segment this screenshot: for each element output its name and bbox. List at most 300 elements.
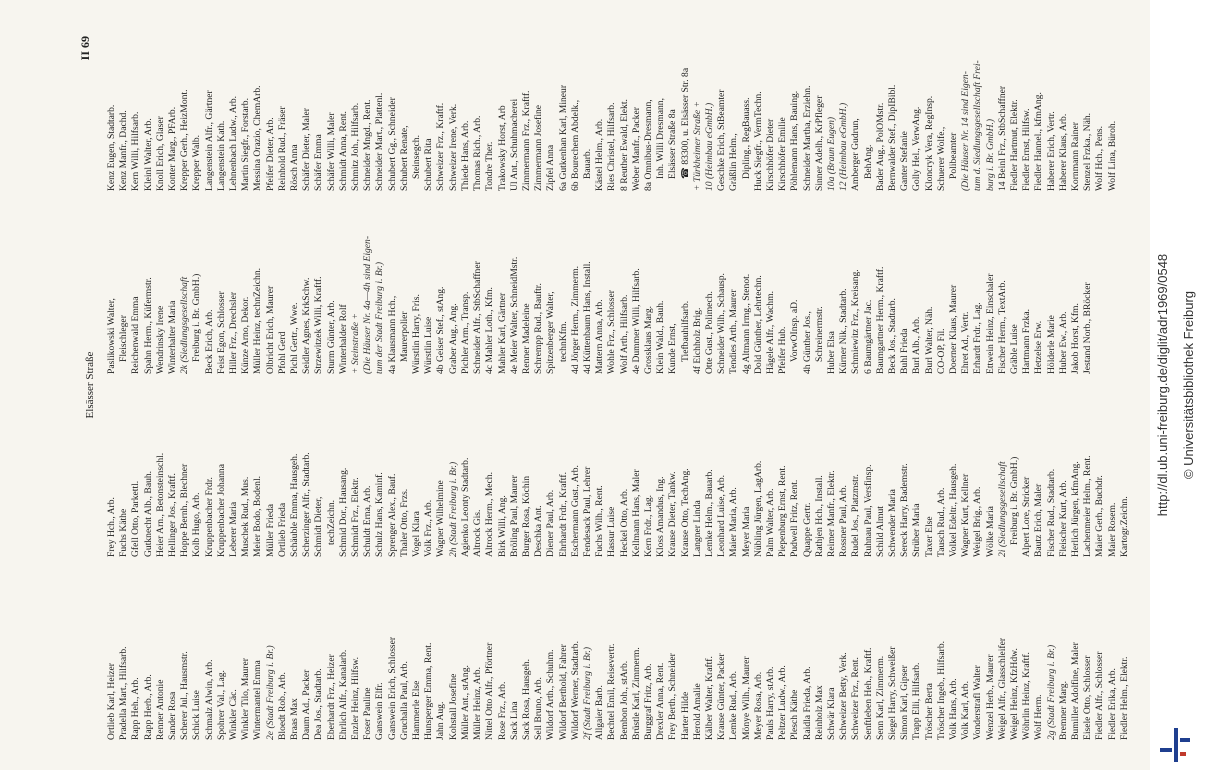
directory-entry: Gruchalla Paul, Arb. bbox=[398, 661, 410, 740]
directory-entry: Knoll Erich, Glaser bbox=[154, 116, 166, 191]
directory-entry: Ortlieb Frieda bbox=[276, 502, 288, 557]
directory-entry: Schäfer Willi, Maler bbox=[325, 112, 337, 191]
directory-entry: Wöhrlin Heinz, Kraftf. bbox=[1021, 652, 1033, 740]
library-logo-icon bbox=[1160, 728, 1190, 762]
directory-entry: Fleischer Kurt, Arb. bbox=[1057, 480, 1069, 557]
directory-entry: Paslikowski Walter, bbox=[106, 298, 117, 374]
directory-entry: Leonhard Luise, Arb. bbox=[716, 474, 728, 557]
directory-entry: Palm Walter, Arb. bbox=[764, 488, 776, 557]
directory-entry: Thomas Rich., Arb. bbox=[472, 115, 484, 191]
section-heading: 2h (Stadt Freiburg i. Br.) bbox=[447, 461, 459, 557]
directory-entry: Eisele Otto, Schlosser bbox=[1082, 655, 1094, 740]
directory-entry: Frey Hch., Arb. bbox=[106, 497, 117, 557]
directory-entry: Spahn Herm., Küfermstr. bbox=[142, 277, 154, 374]
directory-entry: Langenstein Alfr., Gärtner bbox=[203, 90, 215, 191]
street-heading: Elsässer Straße bbox=[84, 351, 96, 419]
directory-entry: Wolf Hch., Pens. bbox=[1094, 125, 1106, 191]
directory-entry: Fiedler Helm., Elektr. bbox=[1118, 656, 1130, 740]
directory-entry: Reinholz Max bbox=[813, 685, 825, 740]
directory-entry: Beck Jos., Stadtarb. bbox=[887, 298, 898, 374]
directory-entry: Drexler Anna, Rent. bbox=[655, 662, 667, 740]
directory-entry: Rapp Herb., Arb. bbox=[142, 674, 154, 740]
directory-entry: Schubert Rita bbox=[423, 138, 435, 191]
directory-entry: Schmalz Alwin, Arb. bbox=[203, 659, 215, 740]
directory-entry: BehAng. bbox=[862, 144, 874, 179]
directory-entry: Renner Antonie bbox=[154, 679, 166, 740]
directory-entry: Sinner Adelh., KrPfleger bbox=[813, 95, 825, 191]
directory-entry: Kirschhöfer Emilie bbox=[777, 117, 789, 191]
directory-entry: Alpert Lore, Stricker bbox=[1021, 476, 1033, 557]
directory-entry: Krause Otto, TechAng. bbox=[679, 468, 691, 557]
directory-entry: Martin Siegfr., Forstarb. bbox=[240, 98, 252, 191]
directory-entry: Schmitz Joh., Hilfsarb. bbox=[350, 102, 362, 191]
page-number: II 69 bbox=[78, 36, 92, 61]
section-heading: 2e (Stadt Freiburg i. Br.) bbox=[264, 645, 276, 740]
directory-entry: Müller Ant., stAng. bbox=[459, 665, 471, 740]
directory-entry: Otte Gust., Polimech. bbox=[703, 291, 715, 374]
directory-entry: 4g Altmann Irmg., Stenot. bbox=[740, 273, 752, 374]
directory-entry: Geschke Erich, StBeamter bbox=[716, 89, 728, 191]
directory-entry: Weigel Alfr., Glasschleifer bbox=[996, 637, 1008, 740]
directory-entry: Herlich Jürgen, kfmAng. bbox=[1070, 461, 1082, 557]
directory-entry: Volk Frz., Arb. bbox=[423, 499, 435, 557]
directory-entry: Schneider Mart., Plattenl. bbox=[374, 92, 386, 191]
directory-entry: Schild Almut bbox=[874, 506, 886, 557]
directory-entry: Fuchs Käthe bbox=[118, 508, 130, 557]
directory-entry: Baumgartner Herm., Kraftf. bbox=[874, 266, 886, 374]
directory-entry: Kellmann Hans, Maler bbox=[630, 469, 642, 557]
directory-entry: Doerner Klaus, Maurer bbox=[948, 284, 960, 374]
directory-entry: Wolf Lina, Büroh. bbox=[1106, 120, 1118, 191]
directory-entry: Wolf Herm. bbox=[1033, 694, 1045, 740]
directory-entry: Wagner Wilhelmine bbox=[435, 480, 447, 557]
directory-entry: Tondre Ther. bbox=[484, 141, 496, 191]
section-heading: (Die Häuser Nr. 4a—4h sind Eigen- bbox=[362, 235, 374, 374]
directory-entry: Amberger Gudrun, bbox=[850, 118, 862, 191]
directory-entry: Mahler Karl, Gärtner bbox=[496, 292, 508, 374]
directory-entry: Würstlin Harry, Fris. bbox=[411, 294, 423, 374]
directory-entry: Schäfer Dieter, Maler bbox=[301, 108, 313, 191]
directory-entry: Kirschhöfer Dieter bbox=[764, 118, 776, 191]
directory-entry: Heier Arn., Betonsteinschl. bbox=[154, 452, 166, 557]
directory-entry: Krause Günter, Packer bbox=[716, 653, 728, 740]
directory-entry: Ganter Stefanie bbox=[899, 131, 911, 191]
directory-entry: Schäuble Emma, Hausgeh. bbox=[289, 453, 301, 557]
directory-entry: Kornmann Rainer bbox=[1070, 121, 1082, 191]
directory-entry: Wohle Frz., Schlosser bbox=[606, 290, 618, 374]
directory-entry: Fiedler Hartmut, Elektr. bbox=[1009, 99, 1021, 191]
section-heading: 2k (Siedlungsgesellschaft bbox=[179, 276, 191, 374]
directory-entry: Peltzer Ludw., Arb. bbox=[777, 665, 789, 740]
directory-entry: Schweizer Irene, Verk. bbox=[447, 103, 459, 191]
directory-entry: Maier Rosem. bbox=[1106, 502, 1118, 557]
directory-entry: Herold Amalie bbox=[691, 683, 703, 740]
directory-entry: Müller Heinz, technZeichn. bbox=[252, 267, 264, 374]
directory-entry: Birk Willi, Ang. bbox=[496, 495, 508, 557]
directory-entry: Bremner Marg. bbox=[1057, 681, 1069, 740]
directory-entry: Meyer Rosa, Arb. bbox=[752, 671, 764, 740]
directory-entry: Fischer Herm., TextArb. bbox=[996, 280, 1008, 374]
section-heading: burg i. Br. GmbH.) bbox=[984, 118, 996, 191]
directory-entry: Senn Karl, Zimmerm. bbox=[874, 655, 886, 740]
directory-entry: technKfm. bbox=[557, 321, 569, 362]
directory-entry: Schneider Wilh., Schausp. bbox=[716, 273, 728, 374]
directory-entry: Schmid Dor., Hausang. bbox=[337, 467, 349, 557]
directory-entry: Stenzel Frzka., Näh. bbox=[1082, 112, 1094, 191]
directory-entry: Eberhardt Frz., Heizer bbox=[325, 654, 337, 740]
directory-entry: Fiedler Ernst, Hilfsw. bbox=[1021, 108, 1033, 191]
directory-entry: Deschka Ant. bbox=[533, 505, 545, 557]
directory-entry: Burger Rosa, Köchin bbox=[520, 475, 532, 557]
directory-entry: 8a Omnibus-Dresmann, bbox=[642, 99, 654, 191]
directory-entry: Hägele Alfr., Wachm. bbox=[764, 291, 776, 374]
directory-entry: Bloedt Rob., Arb. bbox=[276, 672, 288, 740]
directory-entry: Hoppe Bernh., Blechner bbox=[179, 463, 191, 557]
directory-entry: CO-OP, Fil. bbox=[935, 328, 947, 374]
directory-entry: Scherzinger Alfr., Stadtarb. bbox=[301, 452, 313, 557]
directory-entry: Zimmermann Frz., Kraftf. bbox=[520, 90, 532, 191]
directory-entry: Reimer Manfr., Elektr. bbox=[825, 470, 837, 557]
directory-entry: Bautz Erich, Maler bbox=[1033, 483, 1045, 557]
directory-entry: Müller Frieda bbox=[264, 503, 276, 557]
directory-entry: Tröscher Berta bbox=[923, 683, 935, 740]
directory-entry: Hiller Frz., Drechsler bbox=[228, 291, 240, 374]
directory-entry: Ries Christel, Hilfsarb. bbox=[606, 102, 618, 191]
directory-entry: Golly Hel., VerwAng. bbox=[911, 106, 923, 191]
directory-entry: Bechtel Emil, Reisevertr. bbox=[606, 643, 618, 740]
directory-entry: Kruppenbacher Frdr. bbox=[203, 477, 215, 557]
section-heading: 2f (Stadt Freiburg i. Br.) bbox=[581, 646, 593, 740]
directory-entry: Rösch Anna bbox=[289, 144, 301, 191]
directory-entry: Feist Egon, Schlosser bbox=[215, 291, 227, 374]
directory-entry: Eschermann Gust., Arb. bbox=[569, 465, 581, 557]
directory-entry: Tausch Rud., Arb. bbox=[935, 487, 947, 557]
directory-entry: Lemke Helm., Bauarb. bbox=[703, 469, 715, 557]
directory-entry: Gräble Luise bbox=[1009, 324, 1021, 374]
directory-entry: 4a Klausmann Hch., bbox=[386, 295, 398, 374]
directory-entry: Ruhnau Paul, Versfinsp. bbox=[862, 464, 874, 557]
directory-entry: Schneider Mngd., Rent. bbox=[362, 99, 374, 191]
directory-entry: Scherer Jul., Hausmstr. bbox=[179, 651, 191, 740]
directory-entry: Tendies Arth., Maurer bbox=[728, 289, 740, 374]
directory-entry: 4d Jörger Herm., Zimmerm. bbox=[569, 266, 581, 374]
directory-entry: Ettwein Heinz, Einschaler bbox=[984, 273, 996, 374]
directory-entry: Grossklaus Marg. bbox=[642, 305, 654, 374]
directory-entry: Fiedler Erika, Arb. bbox=[1106, 668, 1118, 740]
directory-entry: Sell Bruno, Arb. bbox=[533, 677, 545, 740]
section-heading: + Steinstraße + bbox=[350, 313, 362, 374]
directory-entry: 4d Küttenbaum Hans, Install. bbox=[581, 261, 593, 374]
directory-entry: Pöhlemann Hans, Bauing. bbox=[789, 90, 801, 191]
directory-entry: Pauls Harry, stArb. bbox=[764, 666, 776, 740]
directory-entry: Gräßlin Helm., bbox=[728, 133, 740, 191]
directory-entry: Winterhalter Maria bbox=[167, 300, 179, 374]
directory-entry: 4b Geiser Stef., stAng. bbox=[435, 286, 447, 374]
directory-entry: Gutknecht Alb., Bauh. bbox=[142, 470, 154, 557]
directory-entry: Wenzel Herb., Maurer bbox=[984, 654, 996, 740]
directory-entry: Ehret Ad., Vertr. bbox=[960, 311, 972, 374]
directory-entry: Ortlieb Karl, Heizer bbox=[106, 663, 117, 740]
directory-entry: Wendrinsky Irene bbox=[154, 305, 166, 374]
directory-entry: Burggraf Fritz, Arb. bbox=[642, 663, 654, 740]
directory-entry: Burl Walter, Näh. bbox=[923, 306, 935, 374]
directory-entry: Würstlin Luise bbox=[423, 316, 435, 374]
directory-entry: Frey Berth., Schneider bbox=[667, 653, 679, 740]
directory-entry: Beck Erich, Arb. bbox=[203, 309, 215, 374]
source-url-link[interactable]: http://dl.ub.uni-freiburg.de/diglit/adr1969/0548 bbox=[1155, 253, 1170, 517]
directory-entry: Winkler Tilo, Maurer bbox=[240, 658, 252, 740]
directory-entry: Ganswein Erich, Schlosser bbox=[386, 636, 398, 740]
directory-entry: Schmidt Dieter, bbox=[313, 496, 325, 557]
directory-entry: Schick Luise bbox=[191, 690, 203, 740]
directory-entry: Strüber Maria bbox=[911, 503, 923, 557]
section-heading: 2g (Stadt Freiburg i. Br.) bbox=[1045, 644, 1057, 740]
directory-entry: Braas Max bbox=[289, 698, 301, 740]
directory-entry: Haberer Erich, Vertr. bbox=[1045, 111, 1057, 191]
directory-entry: Volk Karl, Arb. bbox=[960, 681, 972, 740]
directory-entry: Erhardt Frdr., Lag. bbox=[972, 302, 984, 374]
directory-entry: Mattern Anna, Arb. bbox=[594, 299, 606, 374]
directory-entry: Dold Günther, Lehrtechn. bbox=[752, 275, 764, 374]
directory-entry: Piepenburg Ernst, Rent. bbox=[777, 465, 789, 557]
directory-entry: ☎ 83300, u. Elsässer Str. 8a bbox=[679, 67, 691, 179]
directory-entry: Thiede Hans, Arb. bbox=[459, 120, 471, 191]
directory-entry: Meier Bodo, Bodenl. bbox=[252, 475, 264, 557]
directory-entry: Sander Rosa bbox=[167, 691, 179, 740]
directory-entry: Reinhold Rud., Fräser bbox=[276, 106, 288, 191]
directory-entry: Schreinermstr. bbox=[813, 306, 825, 362]
directory-entry: Kenz Eugen, Stadtarb. bbox=[106, 104, 117, 191]
directory-entry: Lehnenbach Ludw., Arb. bbox=[228, 95, 240, 191]
directory-entry: Harter Hilde bbox=[679, 691, 691, 740]
directory-entry: Olbricht Erich, Maurer bbox=[264, 285, 276, 374]
section-heading: 12 (Heimbau eGmbH.) bbox=[838, 102, 850, 191]
directory-entry: Wintermantel Emma bbox=[252, 660, 264, 740]
directory-entry: Hunsperger Emma, Rent. bbox=[423, 642, 435, 740]
directory-entry: Langner Linda bbox=[691, 500, 703, 557]
directory-entry: Sereck Harry, Bademstr. bbox=[899, 463, 911, 557]
directory-entry: Sack Lina bbox=[508, 701, 520, 740]
directory-entry: Fuchs Wilh., Rent. bbox=[594, 485, 606, 557]
section-heading: 10a (Braun Eugen) bbox=[825, 116, 837, 191]
directory-entry: Foser Pauline bbox=[362, 687, 374, 740]
directory-entry: Nübling Jürgen, LagArb. bbox=[752, 460, 764, 557]
directory-entry: Pradella Mart., Hilfsarb. bbox=[118, 646, 130, 740]
directory-entry: Altrock Gis. bbox=[472, 509, 484, 557]
directory-entry: Kohstall Josefine bbox=[447, 673, 459, 740]
directory-entry: Quappe Gertr. bbox=[801, 502, 813, 557]
directory-entry: Taxer Else bbox=[923, 516, 935, 557]
directory-entry: Vogel Klara bbox=[411, 511, 423, 557]
directory-entry: Bröling Paul, Maurer bbox=[508, 475, 520, 557]
directory-entry: Lachenmeier Helm., Rent. bbox=[1082, 455, 1094, 557]
directory-entry: Wagner Kurt, Kellner bbox=[960, 473, 972, 557]
section-heading: 10 (Heimbau eGmbH.) bbox=[703, 102, 715, 191]
directory-entry: 14 Beinl Frz., StbSchaffner bbox=[996, 85, 1008, 191]
section-heading: 2i (Siedlungsgesellschaft bbox=[996, 461, 1008, 557]
directory-entry: Bernwalder Stef., DipIBibl. bbox=[887, 84, 898, 191]
directory-entry: Seidler Agnes, KrkSchw. bbox=[301, 277, 313, 374]
directory-entry: Burl Alb., Arb. bbox=[911, 316, 923, 374]
directory-entry: 4e Meier Walter, SchneidMstr. bbox=[508, 256, 520, 374]
directory-entry: Inh. Willi Dresmann, bbox=[655, 98, 667, 179]
directory-entry: Brüstle Karl, Zimmerm. bbox=[630, 647, 642, 740]
directory-entry: Bader Aug., PolOMstr. bbox=[874, 102, 886, 191]
directory-entry: Wolf Arth., Hilfsarb. bbox=[618, 294, 630, 374]
directory-entry: 6b Bourechem Abdelk., bbox=[569, 99, 581, 191]
directory-entry: Fischer Rud., Stadtarb. bbox=[1045, 468, 1057, 557]
section-heading: tum der Stadt Freiburg i. Br.) bbox=[374, 261, 386, 374]
directory-entry: Thaler Otto, Frzs. bbox=[398, 488, 410, 557]
directory-entry: Schrempp Rud., Bauftr. bbox=[533, 283, 545, 374]
directory-entry: Spitzenberger Walter, bbox=[545, 291, 557, 374]
directory-entry: Renner Madeleine bbox=[520, 303, 532, 374]
directory-entry: Senftleben Heh., Kraftf. bbox=[862, 647, 874, 740]
directory-entry: Wölke Maria bbox=[984, 506, 996, 557]
directory-entry: Daum Ad., Packer bbox=[301, 669, 313, 740]
directory-entry: Rathjen Hch., Install. bbox=[813, 475, 825, 557]
directory-entry: Pfohl Gerd bbox=[276, 331, 288, 374]
directory-entry: Tiefbauhilfsarb. bbox=[679, 300, 691, 362]
directory-entry: Fleischleger bbox=[118, 315, 130, 362]
directory-entry: Weber Manfr., Packer bbox=[630, 107, 642, 191]
directory-entry: Pichl Gertr., Wwe. bbox=[289, 302, 301, 374]
directory-entry: Schmiewitz Frz., Kreisang. bbox=[850, 269, 862, 374]
copyright-note: © Universitätsbibliothek Freiburg bbox=[1181, 290, 1196, 480]
directory-entry: Künze Arno, Dekor. bbox=[240, 296, 252, 374]
directory-entry: Winterhalder Rolf bbox=[337, 304, 349, 374]
directory-entry: Winkler Cäc. bbox=[228, 689, 240, 740]
directory-entry: Kern Willi, Hilfsarb. bbox=[130, 111, 142, 191]
directory-entry: Huber Ew., Arb. bbox=[1057, 311, 1069, 374]
directory-entry: Maier Maria, Arb. bbox=[728, 487, 740, 557]
directory-entry: Heckel Otto, Arb. bbox=[618, 488, 630, 557]
directory-entry: 4c Mahler Loth., Kfm. bbox=[484, 287, 496, 374]
directory-entry: 4e Dummer Willi, Hilfsarb. bbox=[630, 268, 642, 374]
directory-entry: Langenstein Kath. bbox=[215, 120, 227, 191]
directory-entry: Huber Elsa bbox=[825, 331, 837, 374]
section-heading: + Türkheimer Straße + bbox=[691, 101, 703, 191]
directory-entry: Jestand Norb., BRöcker bbox=[1082, 282, 1094, 374]
directory-entry: Freiburg i. Br. GmbH.) bbox=[1009, 456, 1021, 545]
directory-entry: Schneider Alfr., StbSchaffner bbox=[472, 261, 484, 374]
directory-entry: Hetzelse Erw. bbox=[1033, 320, 1045, 374]
directory-entry: Kruppenbacher Johanna bbox=[215, 464, 227, 557]
directory-entry: Altrock Herm., Mech. bbox=[484, 472, 496, 557]
directory-entry: Spohrer Val., Lag. bbox=[215, 670, 227, 740]
column-3 bbox=[106, 193, 1136, 374]
directory-entry: Schuldt Erna, Arb. bbox=[362, 485, 374, 557]
directory-entry: Schuerer Wolfe., bbox=[935, 126, 947, 191]
directory-entry: Agienko Leonty Stadtarb. bbox=[459, 457, 471, 557]
directory-entry: 4h Günther Jos., bbox=[801, 311, 813, 374]
directory-entry: Fendesack Paul, Lehrer bbox=[581, 466, 593, 557]
directory-entry: Hölderle Marie bbox=[1045, 315, 1057, 374]
directory-entry: Sprenger Alex., Bauf. bbox=[386, 473, 398, 557]
directory-entry: Pfeifer Hub. bbox=[777, 326, 789, 374]
directory-entry: Jakob Horst, Kfm. bbox=[1070, 303, 1082, 374]
directory-entry: Mönye Wilh., Maurer bbox=[740, 656, 752, 740]
directory-entry: Diener Paul, Arb. bbox=[545, 489, 557, 557]
directory-entry: Meyer Maria bbox=[740, 506, 752, 557]
directory-entry: Haberer Klaus, Arb. bbox=[1057, 113, 1069, 191]
directory-entry: Bumiller Adolfine, Maler bbox=[1070, 642, 1082, 740]
directory-entry: Wildorf Berthold, Fahrer bbox=[557, 644, 569, 740]
directory-entry: Ganswein Elfr. bbox=[374, 682, 386, 740]
directory-entry: Zipfel Anna bbox=[545, 144, 557, 191]
directory-entry: Graber Aug., Ang. bbox=[447, 303, 459, 374]
directory-entry: Kürner Nik., Stadtarb. bbox=[838, 288, 850, 374]
directory-entry: Schweizer Frz., Kraftf. bbox=[435, 102, 447, 191]
directory-entry: 6a Gutkenhan Karl, Mineur bbox=[557, 84, 569, 191]
directory-entry: Nittel Otto Alfr., Pförtner bbox=[484, 642, 496, 740]
directory-entry: Maurerpolier bbox=[398, 311, 410, 362]
directory-entry: Leberer Maria bbox=[228, 501, 240, 557]
directory-entry: Schmidt Frz., Elektr. bbox=[350, 477, 362, 557]
directory-entry: Steinsegch. bbox=[411, 135, 423, 179]
directory-entry: 6 Baumgärtner Jac. bbox=[862, 299, 874, 374]
directory-entry: Volkel Edeltr., Hausgeh. bbox=[948, 463, 960, 557]
directory-entry: Maier Gerh., Buchdr. bbox=[1094, 475, 1106, 557]
directory-entry: Siegel Harry, Schweißer bbox=[887, 646, 898, 740]
directory-entry: Schubert Renate, bbox=[398, 125, 410, 191]
directory-entry: techZeichn. bbox=[325, 499, 337, 545]
directory-entry: Krepper Gerh., HeizMont. bbox=[179, 89, 191, 191]
directory-entry: Kälber Walter, Kraftf. bbox=[703, 656, 715, 740]
directory-entry: Kleinl Walter, Arb. bbox=[142, 118, 154, 191]
directory-entry: Ehrlich Alfr., Kanalarb. bbox=[337, 649, 349, 740]
directory-entry: Gfell Otto, Parkettl. bbox=[130, 480, 142, 557]
directory-entry: Schwär Klara bbox=[825, 687, 837, 740]
directory-entry: Bauarb. bbox=[581, 148, 593, 179]
directory-entry: Hassur Luise bbox=[606, 506, 618, 557]
directory-entry: Weigel Heinz, KfzHdw. bbox=[1009, 648, 1021, 740]
directory-entry: Trakowsky Horst, Arb bbox=[496, 105, 508, 191]
directory-entry: VorwOInsp. aD. bbox=[789, 299, 801, 362]
directory-entry: Pfeifer Dieter, Arb. bbox=[264, 117, 276, 191]
directory-entry: Plesch Käthe bbox=[789, 689, 801, 740]
directory-entry: Wildorf Werner, Stadtarb. bbox=[569, 641, 581, 740]
directory-entry: Simon Karl, Gipser bbox=[899, 665, 911, 740]
directory-entry: Vonderstrafl Walter bbox=[972, 665, 984, 740]
section-heading: tum d. Siedlungsgesellschaft Frei- bbox=[972, 60, 984, 191]
directory-entry: Bembon Joh., stArb. bbox=[618, 660, 630, 740]
directory-entry: Wildorf Arth., Schuhm. bbox=[545, 649, 557, 740]
directory-entry: Rapp Heh., Arb. bbox=[130, 677, 142, 740]
directory-entry: Tröscher Ingeb., Hilfsarb. bbox=[935, 640, 947, 740]
directory-entry: Fiedler Alfr., Schlosser bbox=[1094, 651, 1106, 740]
directory-entry: Kloss Amandus, Ing. bbox=[655, 476, 667, 557]
directory-entry: Krause Dieter, Tankw. bbox=[667, 471, 679, 557]
column-2 bbox=[106, 376, 1136, 557]
directory-entry: Huck Siegfr., VermTechn. bbox=[752, 91, 764, 191]
directory-entry: Fiedler Hannel., kfmAng. bbox=[1033, 92, 1045, 191]
directory-entry: Schäfer Emma bbox=[313, 134, 325, 191]
column-4 bbox=[106, 10, 1136, 191]
directory-entry: Reichenwald Emma bbox=[130, 296, 142, 374]
directory-entry: Weigel Brig., Arb. bbox=[972, 486, 984, 557]
directory-entry: Trapp Elli, Hilfsarb. bbox=[911, 662, 923, 740]
directory-entry: Allgaier Barb. bbox=[594, 685, 606, 740]
directory-entry: Rudel Jos., Platzmstr. bbox=[850, 474, 862, 557]
directory-entry: Kästel Helm., Arb. bbox=[594, 118, 606, 191]
directory-entry: Schweizer Betty, Verk. bbox=[838, 652, 850, 740]
directory-entry: Zimmermann Josefine bbox=[533, 104, 545, 191]
directory-entry: Sturm Günter, Arb. bbox=[325, 300, 337, 374]
directory-entry: Schulz Hans, Kaminf. bbox=[374, 472, 386, 557]
directory-entry: Kenz Manfr., Dachd. bbox=[118, 110, 130, 191]
directory-entry: Kartogr.Zeichn. bbox=[1118, 496, 1130, 557]
